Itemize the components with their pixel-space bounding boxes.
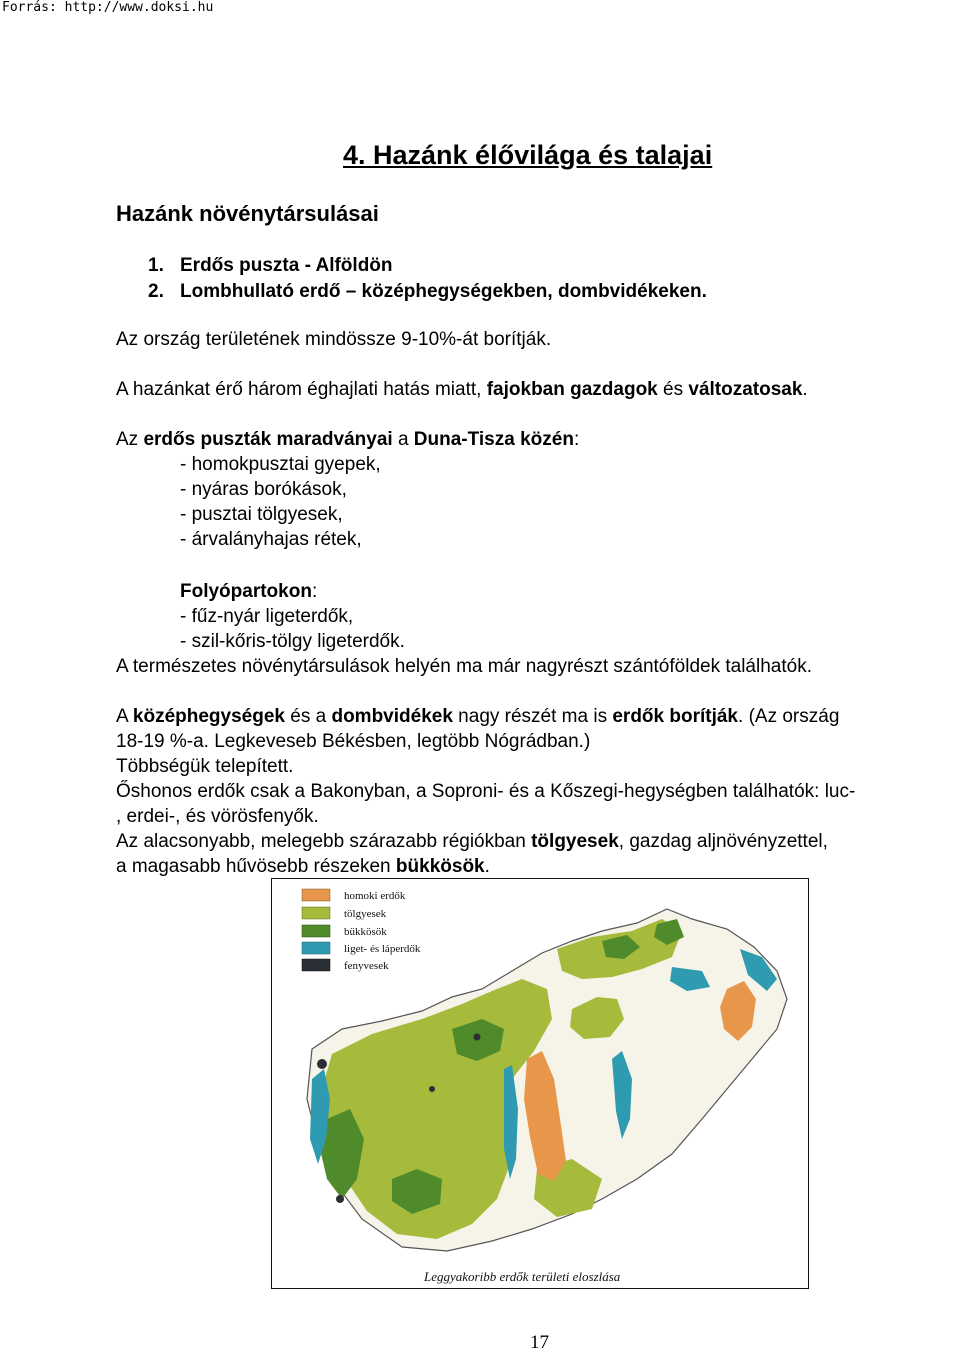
river-heading (180, 580, 317, 605)
list-text: Lombhullató erdő – középhegységekben, dombvidékeken. (180, 281, 707, 302)
legend-swatch (302, 889, 330, 901)
text-run: Az alacsonyabb, melegebb szárazabb régiókban (116, 831, 532, 852)
legend-label: liget- és láperdők (344, 943, 421, 955)
puszta-item: - nyáras borókások, (180, 479, 347, 500)
map-caption: Leggyakoribb erdők területi eloszlása (424, 1269, 621, 1284)
text-run: nagy részét ma is (452, 706, 613, 727)
chapter-title: 4. Hazánk élővilága és talajai (343, 140, 713, 170)
text-run: A (116, 706, 133, 727)
paragraph-oak (116, 830, 828, 855)
puszta-item: - árvalányhajas rétek, (180, 529, 362, 550)
page-number: 17 (530, 1332, 549, 1353)
paragraph-planted: Többségük telepített. (116, 756, 294, 777)
source-line: Forrás: http://www.doksi.hu (2, 0, 214, 15)
legend-label: tölgyesek (344, 908, 387, 920)
bold-run: középhegységek (132, 706, 285, 727)
bold-run: Duna-Tisza közén (413, 429, 574, 450)
bold-run: dombvidékek (331, 706, 453, 727)
bold-run: erdők borítják (612, 706, 739, 727)
text-run: és a (284, 706, 332, 727)
text-run: a (392, 429, 414, 450)
list-number: 1. (148, 255, 164, 276)
bold-run: tölgyesek (531, 831, 619, 852)
pine-spot (474, 1034, 481, 1041)
text-run: Az (116, 429, 144, 450)
list-text: Erdős puszta - Alföldön (180, 255, 393, 276)
text-run: . (Az ország (738, 706, 840, 727)
pine-spot (336, 1195, 344, 1203)
legend-label: bükkösök (344, 926, 387, 938)
paragraph-beech (116, 855, 490, 880)
legend-swatch (302, 925, 330, 937)
puszta-item: - homokpusztai gyepek, (180, 454, 381, 475)
paragraph-area: Az ország területének mindössze 9-10%-át borítják. (116, 329, 552, 350)
paragraph-puszta (116, 428, 579, 453)
text-run: , gazdag aljnövényzettel, (618, 831, 828, 852)
pine-spot (317, 1059, 327, 1069)
list-number: 2. (148, 281, 164, 302)
paragraph-hills (116, 705, 839, 730)
paragraph-fields: A természetes növénytársulások helyén ma már nagyrészt szántóföldek találhatók. (116, 656, 812, 677)
forest-map-svg (272, 879, 808, 1288)
bold-run: erdős puszták maradványai (143, 429, 393, 450)
bold-run: Folyópartokon (180, 581, 312, 602)
river-item: - szil-kőris-tölgy ligeterdők. (180, 631, 405, 652)
list-item (148, 255, 393, 277)
legend-label: homoki erdők (344, 890, 406, 902)
list-item (148, 281, 707, 303)
puszta-item: - pusztai tölgyesek, (180, 504, 343, 525)
legend-swatch (302, 942, 330, 954)
section-title: Hazánk növénytársulásai (116, 201, 379, 226)
paragraph-climate (116, 378, 808, 403)
text-run: : (573, 429, 580, 450)
text-run: A hazánkat érő három éghajlati hatás miatt, (116, 379, 487, 400)
text-run: : (311, 581, 318, 602)
legend-swatch (302, 907, 330, 919)
paragraph-native-line2: , erdei-, és vörösfenyők. (116, 806, 319, 827)
legend-swatch (302, 959, 330, 971)
text-run: a magasabb hűvösebb részeken (116, 856, 396, 877)
river-item: - fűz-nyár ligeterdők, (180, 606, 354, 627)
paragraph-native: Őshonos erdők csak a Bakonyban, a Soproni- és a Kőszegi-hegységben találhatók: luc- (116, 781, 856, 802)
pine-spot (429, 1086, 435, 1092)
text-run: . (802, 379, 808, 400)
paragraph-hills-line2: 18-19 %-a. Legkeveseb Békésben, legtöbb Nógrádban.) (116, 731, 591, 752)
bold-run: fajokban gazdagok (486, 379, 658, 400)
legend-label: fenyvesek (344, 960, 389, 972)
bold-run: változatosak (688, 379, 803, 400)
forest-map (271, 878, 809, 1289)
text-run: és (657, 379, 689, 400)
map-legend (302, 889, 421, 972)
text-run: . (484, 856, 490, 877)
bold-run: bükkösök (395, 856, 485, 877)
